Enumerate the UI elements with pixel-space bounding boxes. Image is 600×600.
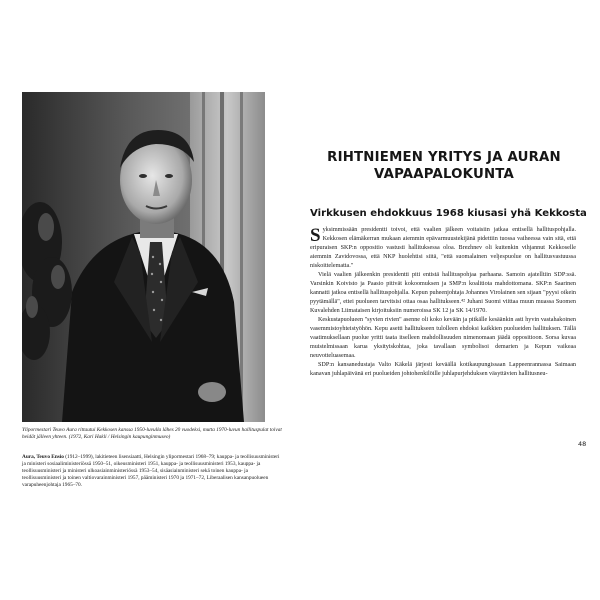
- right-page: [300, 0, 600, 600]
- portrait-illustration: [22, 92, 265, 422]
- section-title: Virkkusen ehdokkuus 1968 kiusasi yhä Kekkosta: [310, 208, 587, 219]
- chapter-title-line-1: RIHTNIEMEN YRITYS JA AURAN: [327, 150, 561, 165]
- chapter-title: [314, 150, 574, 183]
- body-text: [310, 226, 576, 379]
- left-page: [0, 0, 296, 600]
- paragraph-3: Keskustapuolueen "syvien rivien" asenne oli koko kevään ja pitkälle kesäänkin asti hyvin vastahakoinen vasemmistoyhteistyöhön. Kepu asetti hallitukseen tulolleen ehdoksi kaikkien puolueiden hallituksen. Tällä vaatimuksellaan puolue yritti taata itselleen mahdollisuuden nimenomaan jäädä oppositioon. Sorsa kuvaa muistelmissaan karua yksityiskohtaa, joka tavallaan symbolisoi demarien ja Kepun vaikeaa neuvotteluasemaa.: [310, 317, 576, 359]
- paragraph-1-text: yksimmissään presidentti toivoi, että vaalien jälkeen voitaisiin jatkaa entisellä hallituspohjalla. Kekkosen elämäkerran mukaan aiemmin epävarmuustekijänä pidettiin tuossa vaiheessa vain sitä, että eripuraisen SKP:n oppositio vastusti hallituksessa oloa. Brezhnev oli kuitenkin vihjannut Kekkoselle aiemmin Zavidovossa, että NKP huolehtisi siitä, "että suomalainen veljespuolue on hallitusvastuussa niskoittelematta.": [310, 227, 576, 269]
- portrait-photo: [22, 92, 265, 422]
- biography-note: [22, 454, 284, 489]
- paragraph-4: SDP:n kansanedustaja Valto Käkelä järjesti keväällä kotikaupungissaan Lappeenrannassa Saimaan kanavan juhlapäivänä eri puolueiden johtohenkilöille juhlapurjehduksen väsyttävien hallitusneu-: [310, 362, 576, 377]
- page-number: 48: [578, 440, 587, 448]
- drop-cap: S: [310, 225, 321, 246]
- paragraph-1: [310, 226, 576, 271]
- photo-caption: Ylipormestari Teuvo Aura rittautui Kekkosen kanssa 1950-luvulla lähes 20 vuodeksi, mutta 1970-luvun hallituspulat toivat heidät jälleen yhteen. (1972, Kari Hakli / Helsingin kaupunginmuseo): [22, 427, 282, 440]
- bio-name: Aura, Teuvo Ensio: [22, 454, 64, 460]
- chapter-title-line-2: VAPAAPALOKUNTA: [373, 166, 515, 182]
- paragraph-2: Vielä vaalien jälkeenkin presidentti piti entistä hallituspohjaa parhaana. Samoin ajatelltiin SDP:ssä. Varsinkin Koivisto ja Paasio pitivät kokoomuksen ja SMP:n koalitiota mahdottomana. SKP:n Saarinen kannatti jatkoa entisellä hallituspohjalla. Kepun puheenjohtaja Johannes Virolainen sen sijaan "pyysi oikein pyytämällä", ettei puolueen tarvitsisi ottaa osaa hallitukseen.⁴² Juhani Suomi viittaa muun muassa Suomen Kuvalehden Liimataisen kirjoituksiin numeroissa SK 12 ja SK 14/1970.: [310, 272, 576, 314]
- bio-text: (1912–1999), lakitieteen lisensiaatti, Helsingin ylipormestari 1968–79; kauppa- ja teollisuusministeri ja ministeri sosiaaliministeriössä 1950–51, oikeusministeri 1951, kauppa- ja teollisuusministeri 1953, kauppa- ja teollisuusministeri ja ministeri ulkoasiainministeriössä 1953–54, sisäasiainministeri sekä toinen kauppa- ja teollisuusministeri ja toinen valtiovarainministeri 1957, pääministeri 1970 ja 1971–72, Liberaalisen kansanpuolueen varapuheenjohtaja 1965–70.: [22, 454, 280, 488]
